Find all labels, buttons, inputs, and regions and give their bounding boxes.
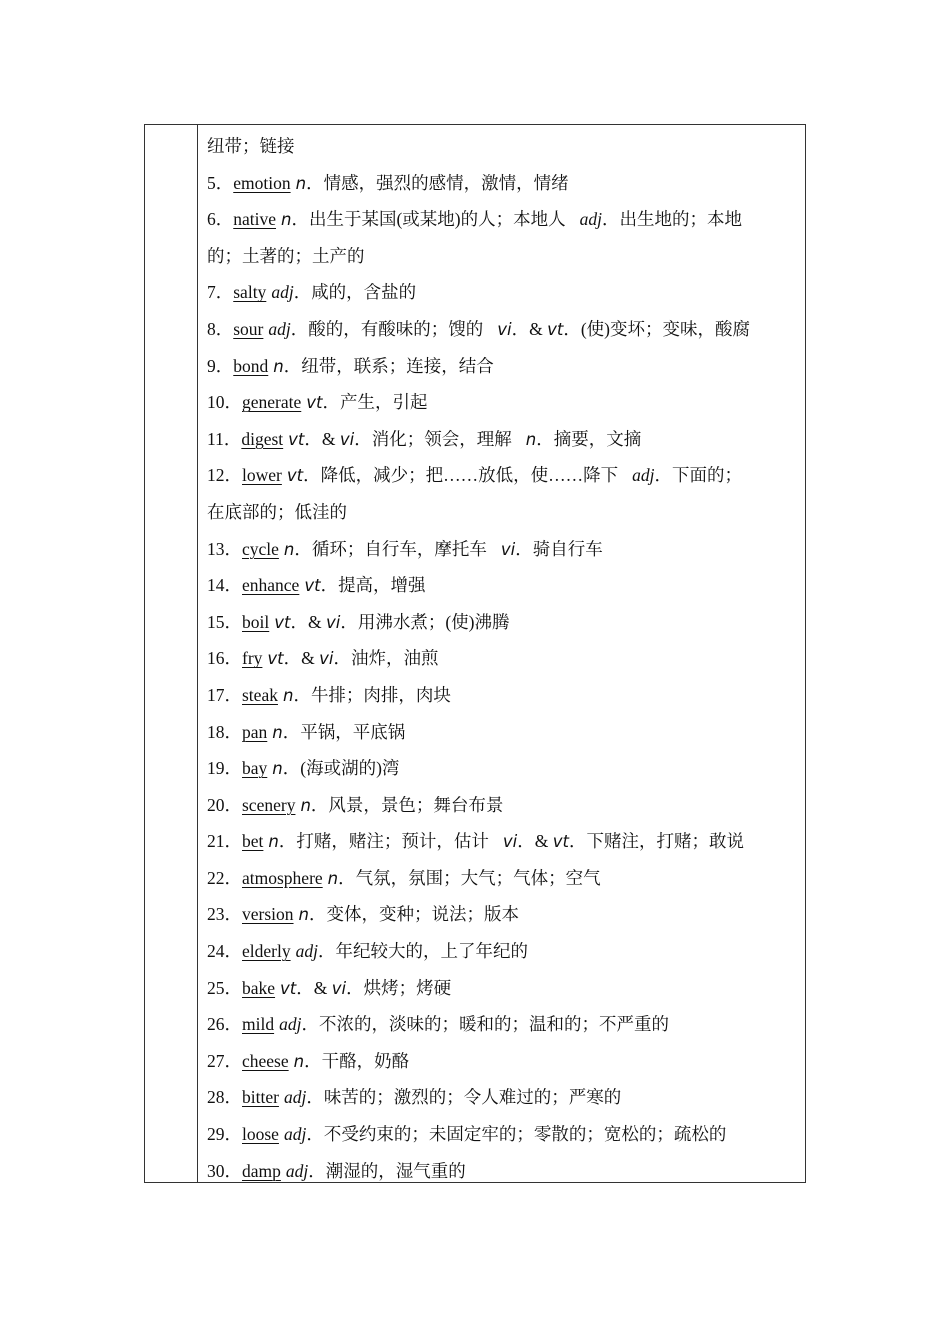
entry-number: 14．: [207, 575, 242, 596]
pos-dot: ．: [306, 1124, 324, 1145]
definition: 提高，增强: [338, 575, 426, 596]
definition: 牛排；肉排，肉块: [310, 684, 451, 705]
part-of-speech: vi: [502, 832, 518, 852]
entry-number: 19．: [207, 758, 242, 779]
part-of-speech: vt: [267, 649, 284, 669]
pos-dot: ．: [306, 1087, 324, 1108]
pos-dot: ．: [654, 465, 672, 486]
pos-dot: ．: [317, 941, 336, 962]
definition-continuation: 的；土著的；土产的: [207, 245, 365, 266]
vocab-entry: [207, 531, 797, 568]
definition: 不受约束的；未固定牢的；零散的；宽松的；疏松的: [323, 1124, 727, 1145]
definition: 摘要，文摘: [553, 428, 642, 449]
part-of-speech: vt: [288, 429, 305, 449]
entry-word: bake: [242, 977, 276, 998]
entry-word: pan: [242, 721, 268, 742]
definition: 气氛，氛围；大气；气体；空气: [355, 867, 601, 888]
entry-number: 28．: [207, 1087, 242, 1108]
entry-number: 23．: [207, 904, 242, 925]
vocab-entry: [207, 165, 797, 202]
pos-dot: ．: [354, 428, 372, 449]
part-of-speech: n: [268, 832, 279, 852]
definition: 下面的；: [671, 465, 742, 486]
vocab-entry: [207, 567, 797, 604]
entry-word: bond: [233, 355, 269, 376]
pos-dot: ．: [333, 648, 351, 669]
entry-number: 26．: [207, 1014, 242, 1035]
vocab-entry: [207, 970, 797, 1007]
vocab-entry: [207, 896, 797, 933]
entry-number: 10．: [207, 392, 242, 413]
entry-word: salty: [233, 282, 267, 303]
part-of-speech: adj: [268, 318, 291, 339]
definition: 干酪，奶酪: [321, 1050, 410, 1071]
entry-number: 15．: [207, 611, 242, 632]
entry-number: 24．: [207, 941, 242, 962]
part-of-speech: adj: [285, 1160, 309, 1181]
definition: 风景，景色；舞台布景: [328, 794, 504, 815]
pos-dot: ．: [602, 209, 620, 230]
vocab-entry: [207, 677, 797, 714]
definition: 降低，减少；把……放低，使……降下: [320, 465, 619, 486]
entry-number: 7．: [207, 282, 234, 303]
entry-number: 20．: [207, 794, 242, 815]
vocab-entry: [207, 1006, 797, 1043]
definition: 打赌，赌注；预计，估计: [296, 831, 489, 852]
pos-dot: ．: [338, 867, 356, 888]
entry-word: elderly: [242, 941, 291, 962]
entry-word: version: [242, 904, 294, 925]
pos-dot: ．: [306, 172, 324, 193]
vocab-entry: [207, 421, 797, 458]
definition: (使)变坏；变味，酸腐: [580, 318, 751, 339]
pos-dot: ．: [296, 977, 314, 998]
table-left-column: [145, 125, 198, 1182]
entry-word: fry: [242, 648, 263, 669]
pos-dot: ．: [293, 282, 312, 303]
part-of-speech: n: [300, 795, 311, 815]
vocab-entry: [207, 274, 797, 311]
pos-amp: &: [313, 977, 332, 998]
part-of-speech: n: [327, 868, 339, 888]
entry-number: 30．: [207, 1160, 242, 1181]
pos-dot: ．: [320, 575, 339, 596]
entry-word: bitter: [242, 1087, 279, 1108]
definition: (海或湖的)湾: [300, 758, 400, 779]
definition: 出生地的；本地: [619, 209, 743, 230]
vocab-entry: [207, 714, 797, 751]
vocab-entry: [207, 1153, 797, 1190]
vocab-entry: [207, 604, 797, 641]
pos-dot: ．: [282, 721, 301, 742]
definition: 骑自行车: [532, 538, 603, 559]
pos-dot: ．: [282, 758, 301, 779]
entry-word: cycle: [242, 538, 279, 559]
pos-amp: &: [529, 318, 548, 339]
definition: 变体，变种；说法；版本: [326, 904, 519, 925]
continuation-line: 纽带；链接: [207, 136, 295, 156]
definition: 出生于某国(或某地)的人；本地人: [308, 209, 566, 230]
definition: 纽带，联系；连接，结合: [301, 355, 494, 376]
part-of-speech: vi: [339, 429, 355, 449]
entry-word: loose: [242, 1124, 279, 1145]
definition: 平锅，平底锅: [300, 721, 406, 742]
pos-dot: ．: [536, 428, 554, 449]
pos-dot: ．: [283, 648, 302, 669]
entry-word: generate: [242, 392, 302, 413]
definition: 循环；自行车，摩托车: [311, 538, 487, 559]
vocab-entry: [207, 640, 797, 677]
definition: 产生，引起: [340, 392, 428, 413]
part-of-speech: vt: [304, 576, 321, 596]
part-of-speech: vi: [500, 539, 516, 559]
entry-number: 21．: [207, 831, 242, 852]
entry-number: 6．: [207, 209, 234, 230]
vocab-entry: [207, 384, 797, 421]
pos-dot: ．: [568, 831, 587, 852]
entry-number: 22．: [207, 867, 242, 888]
entry-word: native: [233, 209, 277, 230]
entry-word: cheese: [242, 1050, 289, 1071]
pos-dot: ．: [517, 831, 535, 852]
part-of-speech: vi: [325, 612, 341, 632]
definition: 下赌注，打赌；敢说: [586, 831, 744, 852]
part-of-speech: n: [272, 759, 283, 779]
vocab-entry: [207, 787, 797, 824]
vocab-table: [144, 124, 806, 1183]
vocab-entry: [207, 860, 797, 897]
pos-amp: &: [307, 611, 326, 632]
part-of-speech: vi: [497, 319, 512, 339]
part-of-speech: n: [298, 905, 309, 925]
entry-number: 13．: [207, 538, 242, 559]
part-of-speech: adj: [279, 1014, 302, 1035]
vocab-entry: [207, 750, 797, 787]
pos-dot: ．: [290, 318, 309, 339]
entry-word: bet: [242, 831, 264, 852]
pos-dot: ．: [278, 831, 297, 852]
entry-number: 5．: [207, 172, 234, 193]
pos-dot: ．: [515, 538, 533, 559]
definition: 潮湿的，湿气重的: [325, 1160, 466, 1181]
vocab-entry: [207, 1116, 797, 1153]
part-of-speech: n: [525, 429, 537, 449]
entry-word: steak: [242, 684, 278, 705]
pos-dot: ．: [308, 1160, 326, 1181]
entry-number: 18．: [207, 721, 242, 742]
entry-word: sour: [233, 318, 264, 339]
vocab-entry: [207, 311, 797, 348]
entry-word: mild: [242, 1014, 275, 1035]
pos-dot: ．: [294, 538, 312, 559]
pos-amp: &: [321, 428, 340, 449]
entry-word: bay: [242, 758, 268, 779]
part-of-speech: adj: [283, 1124, 307, 1145]
pos-dot: ．: [563, 318, 581, 339]
table-content-column: [198, 125, 805, 1182]
vocab-entry: [207, 457, 797, 494]
part-of-speech: vt: [286, 466, 304, 486]
part-of-speech: adj: [271, 282, 294, 303]
entry-number: 11．: [207, 428, 242, 449]
part-of-speech: vt: [280, 978, 297, 998]
entry-number: 27．: [207, 1050, 242, 1071]
entry-word: atmosphere: [242, 867, 323, 888]
part-of-speech: n: [295, 173, 307, 193]
part-of-speech: vi: [331, 978, 347, 998]
part-of-speech: n: [283, 539, 295, 559]
part-of-speech: vt: [274, 612, 291, 632]
pos-dot: ．: [340, 611, 358, 632]
definition: 烘烤；烤硬: [363, 977, 452, 998]
definition-continuation: 在底部的；低洼的: [207, 501, 347, 522]
pos-dot: ．: [309, 904, 327, 925]
pos-amp: &: [301, 648, 320, 669]
part-of-speech: n: [282, 685, 294, 705]
definition: 情感，强烈的感情，激情，情绪: [323, 172, 569, 193]
pos-dot: ．: [511, 318, 530, 339]
definition: 用沸水煮；(使)沸腾: [357, 611, 510, 632]
part-of-speech: vi: [319, 649, 334, 669]
part-of-speech: n: [272, 722, 283, 742]
part-of-speech: adj: [632, 465, 655, 486]
entry-number: 12．: [207, 465, 242, 486]
entry-number: 29．: [207, 1124, 242, 1145]
part-of-speech: adj: [579, 209, 603, 230]
definition: 不浓的，淡味的；暖和的；温和的；不严重的: [318, 1014, 669, 1035]
definition: 年纪较大的，上了年纪的: [335, 941, 528, 962]
entry-word: damp: [242, 1160, 281, 1181]
vocab-entry: [207, 933, 797, 970]
pos-dot: ．: [291, 209, 309, 230]
definition: 酸的，有酸味的；馊的: [308, 318, 484, 339]
entry-word: lower: [242, 465, 282, 486]
part-of-speech: adj: [283, 1087, 307, 1108]
vocab-entry: [207, 1079, 797, 1116]
entry-word: boil: [242, 611, 270, 632]
vocab-entry: [207, 1043, 797, 1080]
entry-word: enhance: [242, 575, 300, 596]
vocab-entry: [207, 823, 797, 860]
part-of-speech: adj: [295, 941, 318, 962]
definition: 油炸，油煎: [351, 648, 439, 669]
definition: 消化；领会，理解: [371, 428, 512, 449]
pos-dot: ．: [346, 977, 364, 998]
part-of-speech: vt: [547, 319, 564, 339]
pos-amp: &: [534, 831, 553, 852]
pos-dot: ．: [304, 1050, 322, 1071]
vocab-entry: [207, 348, 797, 385]
pos-dot: ．: [283, 355, 302, 376]
definition: 咸的，含盐的: [311, 282, 417, 303]
pos-dot: ．: [290, 611, 308, 632]
entry-number: 25．: [207, 977, 242, 998]
definition: 味苦的；激烈的；令人难过的；严寒的: [323, 1087, 622, 1108]
entry-number: 8．: [207, 318, 234, 339]
entry-number: 9．: [207, 355, 234, 376]
pos-dot: ．: [301, 1014, 319, 1035]
pos-dot: ．: [322, 392, 340, 413]
entry-number: 16．: [207, 648, 242, 669]
pos-dot: ．: [303, 465, 321, 486]
pos-dot: ．: [304, 428, 322, 449]
entry-word: emotion: [233, 172, 291, 193]
part-of-speech: n: [293, 1051, 305, 1071]
part-of-speech: vt: [306, 393, 323, 413]
part-of-speech: n: [281, 210, 292, 230]
entry-word: scenery: [242, 794, 296, 815]
part-of-speech: n: [273, 356, 284, 376]
pos-dot: ．: [293, 684, 311, 705]
part-of-speech: vt: [552, 832, 569, 852]
vocab-entry: [207, 201, 797, 238]
entry-word: digest: [241, 428, 284, 449]
entry-number: 17．: [207, 684, 242, 705]
pos-dot: ．: [310, 794, 329, 815]
